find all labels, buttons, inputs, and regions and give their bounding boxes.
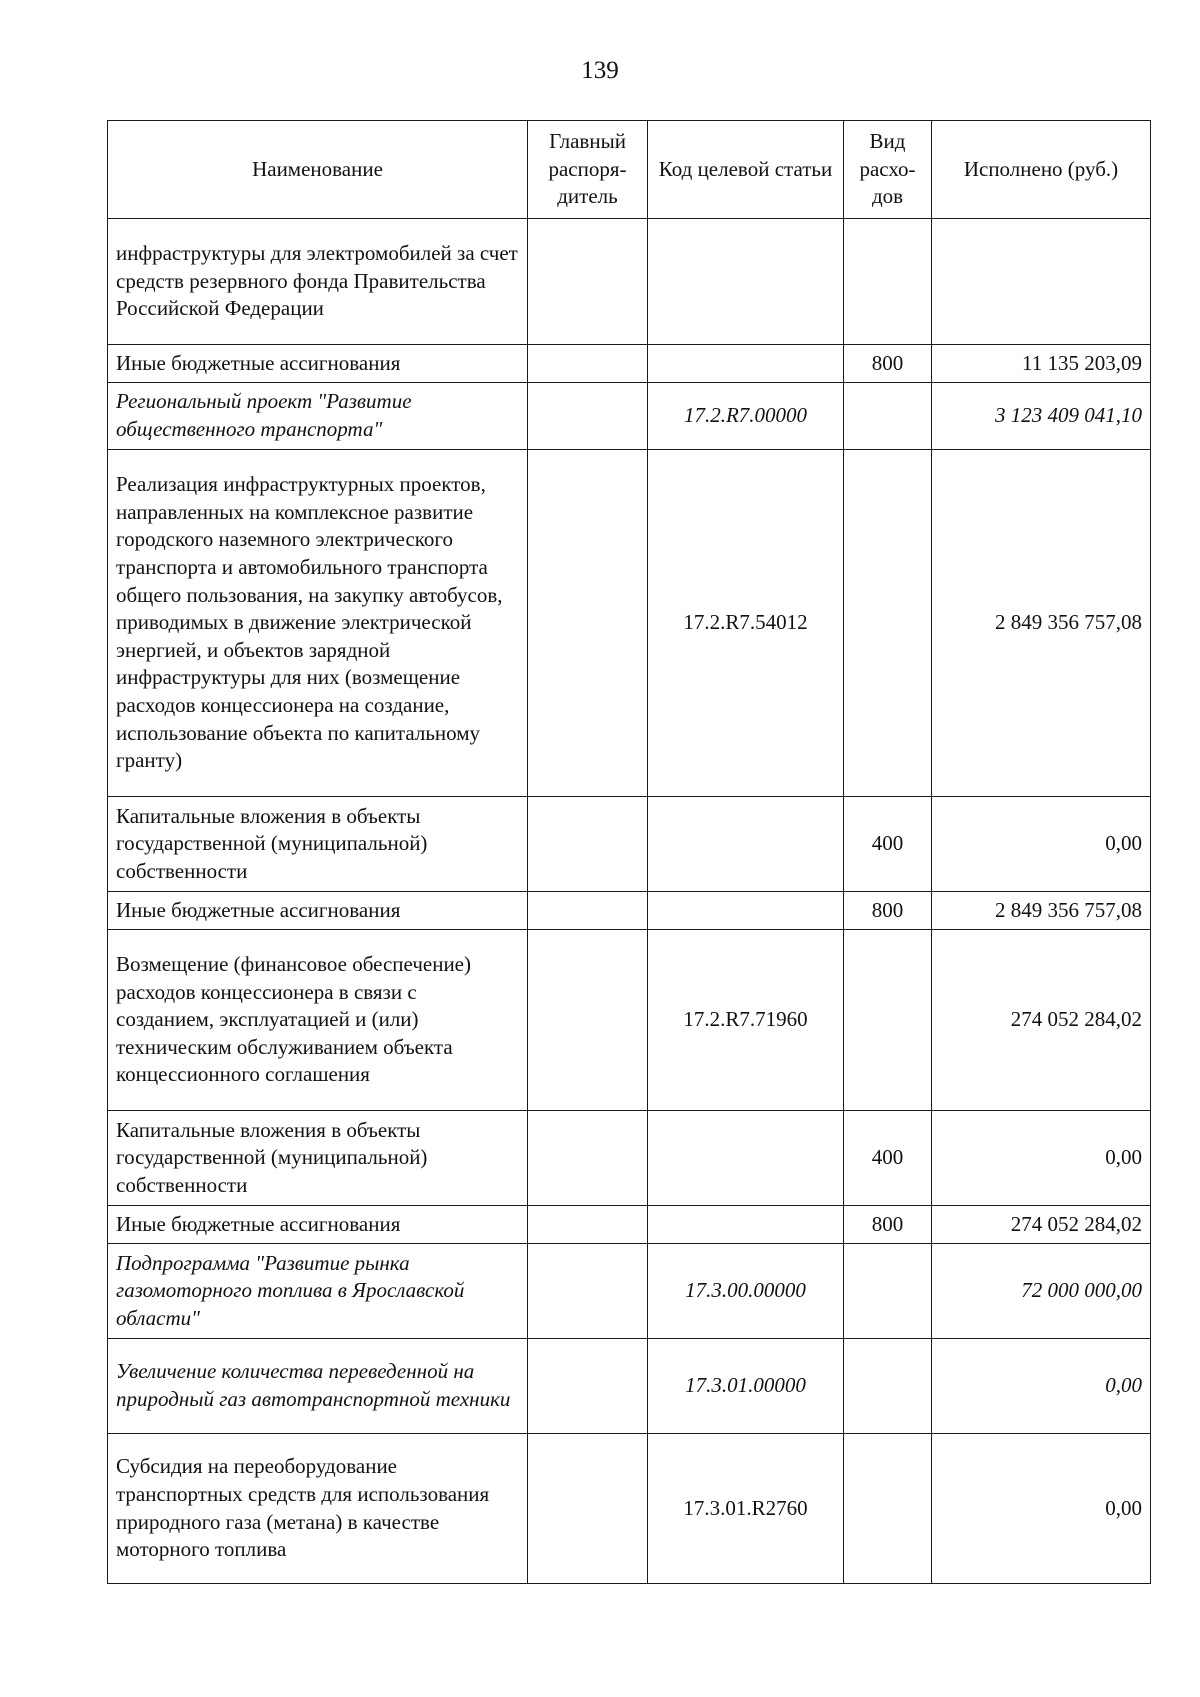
row-amount: 274 052 284,02 [932, 930, 1151, 1111]
row-amount: 2 849 356 757,08 [932, 450, 1151, 797]
row-name: Иные бюджетные ассигнования [108, 1206, 528, 1244]
row-name: Субсидия на переоборудование транспортных средств для использования природного газа (метана) в качестве моторного топлива [108, 1434, 528, 1584]
table-row [108, 383, 1151, 450]
row-type: 800 [844, 892, 932, 930]
row-manager [528, 1434, 648, 1584]
row-name: Региональный проект "Развитие общественного транспорта" [108, 383, 528, 450]
row-amount: 0,00 [932, 1434, 1151, 1584]
row-name: инфраструктуры для электромобилей за счет средств резервного фонда Правительства Российской Федерации [108, 219, 528, 345]
row-manager [528, 1244, 648, 1339]
row-manager [528, 797, 648, 892]
row-name: Подпрограмма "Развитие рынка газомоторного топлива в Ярославской области" [108, 1244, 528, 1339]
row-amount: 274 052 284,02 [932, 1206, 1151, 1244]
row-amount: 0,00 [932, 1339, 1151, 1434]
row-amount: 2 849 356 757,08 [932, 892, 1151, 930]
row-manager [528, 930, 648, 1111]
row-type [844, 219, 932, 345]
row-code: 17.2.R7.54012 [648, 450, 844, 797]
row-amount: 72 000 000,00 [932, 1244, 1151, 1339]
row-code: 17.2.R7.00000 [648, 383, 844, 450]
row-type: 800 [844, 345, 932, 383]
table-row [108, 930, 1151, 1111]
row-name: Капитальные вложения в объекты государственной (муниципальной) собственности [108, 1111, 528, 1206]
row-code [648, 892, 844, 930]
row-manager [528, 219, 648, 345]
table-row [108, 1339, 1151, 1434]
row-code: 17.3.00.00000 [648, 1244, 844, 1339]
row-name: Увеличение количества переведенной на природный газ автотранспортной техники [108, 1339, 528, 1434]
row-manager [528, 345, 648, 383]
row-code: 17.2.R7.71960 [648, 930, 844, 1111]
row-code [648, 219, 844, 345]
row-manager [528, 450, 648, 797]
column-header-manager: Главный распоря-дитель [528, 121, 648, 219]
table-row [108, 1206, 1151, 1244]
table-row [108, 345, 1151, 383]
table-row [108, 450, 1151, 797]
row-code [648, 345, 844, 383]
column-header-code: Код целевой статьи [648, 121, 844, 219]
row-amount: 3 123 409 041,10 [932, 383, 1151, 450]
row-code: 17.3.01.R2760 [648, 1434, 844, 1584]
row-type [844, 383, 932, 450]
table-header [108, 121, 1151, 219]
table-row [108, 1434, 1151, 1584]
table-row [108, 797, 1151, 892]
row-type: 800 [844, 1206, 932, 1244]
row-code [648, 797, 844, 892]
table-body [108, 219, 1151, 1584]
table-row [108, 892, 1151, 930]
column-header-type: Вид расхо-дов [844, 121, 932, 219]
table-row [108, 1111, 1151, 1206]
row-manager [528, 1111, 648, 1206]
page-number: 139 [581, 57, 619, 84]
row-manager [528, 383, 648, 450]
column-header-name: Наименование [108, 121, 528, 219]
row-amount: 0,00 [932, 1111, 1151, 1206]
row-manager [528, 1339, 648, 1434]
row-name: Капитальные вложения в объекты государственной (муниципальной) собственности [108, 797, 528, 892]
row-name: Возмещение (финансовое обеспечение) расходов концессионера в связи с созданием, эксплуатацией и (или) техническим обслуживанием объекта концессионного соглашения [108, 930, 528, 1111]
row-amount: 0,00 [932, 797, 1151, 892]
budget-table [107, 120, 1151, 1584]
table-row [108, 1244, 1151, 1339]
row-type [844, 1339, 932, 1434]
row-code [648, 1111, 844, 1206]
row-name: Иные бюджетные ассигнования [108, 345, 528, 383]
row-code [648, 1206, 844, 1244]
column-header-amount: Исполнено (руб.) [932, 121, 1151, 219]
header-row [108, 121, 1151, 219]
row-manager [528, 1206, 648, 1244]
row-code: 17.3.01.00000 [648, 1339, 844, 1434]
row-manager [528, 892, 648, 930]
row-amount: 11 135 203,09 [932, 345, 1151, 383]
row-name: Реализация инфраструктурных проектов, направленных на комплексное развитие городского наземного электрического транспорта и автомобильного транспорта общего пользования, на закупку автобусов, приводимых в движение электрической энергией, и объектов зарядной инфраструктуры для них (возмещение расходов концессионера на создание, использование объекта по капитальному гранту) [108, 450, 528, 797]
table-row [108, 219, 1151, 345]
row-name: Иные бюджетные ассигнования [108, 892, 528, 930]
row-type: 400 [844, 1111, 932, 1206]
row-type [844, 1244, 932, 1339]
row-type: 400 [844, 797, 932, 892]
row-type [844, 930, 932, 1111]
row-type [844, 1434, 932, 1584]
row-type [844, 450, 932, 797]
row-amount [932, 219, 1151, 345]
